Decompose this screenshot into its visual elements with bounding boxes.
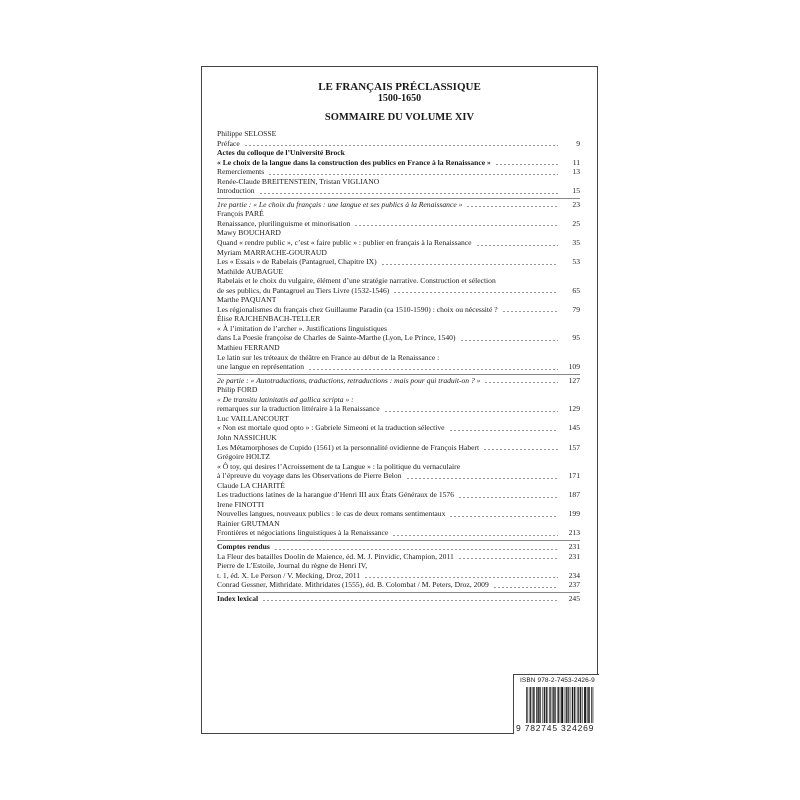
toc-entry-text: Philip FORD (217, 385, 258, 395)
barcode-bar (567, 687, 568, 723)
toc-entry (217, 167, 580, 177)
isbn-label: ISBN 978-2-7453-2426-9 (520, 677, 595, 684)
toc-entry-text: dans La Poesie françoise de Charles de Sainte-Marthe (Lyon, Le Prince, 1540) (217, 333, 456, 343)
dot-leader (244, 145, 558, 146)
dot-leader (493, 587, 558, 588)
barcode-bar (542, 687, 543, 723)
barcode-bar (558, 687, 559, 723)
barcode-bar (527, 687, 528, 723)
barcode-bar (549, 687, 550, 723)
toc-entry (217, 362, 580, 372)
toc-entry (217, 343, 580, 353)
toc-entry (217, 353, 580, 363)
toc-entry-text: Myriam MARRACHE-GOURAUD (217, 247, 327, 257)
toc-entry-text: Les régionalismes du français chez Guillaume Paradin (ca 1510-1590) : choix ou nécessité ? (217, 304, 498, 314)
toc-entry-text: Renaissance, plurilinguisme et minorisation (217, 218, 351, 228)
barcode-area (513, 674, 599, 734)
toc-entry (217, 139, 580, 149)
toc-entry-text: John NASSICHUK (217, 432, 277, 442)
dot-leader (392, 535, 558, 536)
toc-entry-text: Nouvelles langues, nouveaux publics : le cas de deux romans sentimentaux (217, 509, 446, 519)
toc-entry (217, 528, 580, 538)
toc-entry-text: « Le choix de la langue dans la construction des publics en France à la Renaissance » (217, 157, 491, 167)
toc-page-number: 231 (568, 551, 580, 561)
barcode-bar (562, 687, 563, 723)
barcode-bar (561, 687, 562, 723)
toc-entry (217, 509, 580, 519)
dot-leader (308, 369, 558, 370)
journal-years: 1500-1650 (377, 93, 422, 104)
toc-entry-text: « Ô toy, qui desires l’Acroissement de ta Langue » : la politique du vernaculaire (217, 461, 461, 471)
barcode-bar (539, 687, 540, 723)
toc-entry-text: t. 1, éd. X. Le Person / V. Mecking, Droz, 2011 (217, 570, 361, 580)
barcode-bar (547, 687, 548, 723)
toc-page-number: 213 (568, 528, 580, 538)
barcode-bar (593, 687, 594, 723)
dot-leader (384, 411, 558, 412)
toc-entry-text: Élise RAJCHENBACH-TELLER (217, 314, 321, 324)
dot-leader (449, 430, 558, 431)
toc-entry-text: Frontières et négociations linguistiques à la Renaissance (217, 528, 389, 538)
table-of-contents (217, 129, 580, 603)
barcode-bar (577, 687, 578, 723)
toc-entry-text: Les Métamorphoses de Cupido (1561) et la personnalité ovidienne de François Habert (217, 442, 480, 452)
dot-leader (502, 311, 558, 312)
toc-page-number: 145 (568, 423, 580, 433)
barcode-bar (591, 687, 592, 723)
toc-page-number: 187 (568, 490, 580, 500)
barcode-bar (589, 687, 590, 723)
toc-entry (217, 148, 580, 158)
barcode-bar (546, 687, 547, 723)
toc-entry-text: Le latin sur les tréteaux de théâtre en France au début de la Renaissance : (217, 352, 440, 362)
toc-entry (217, 286, 580, 296)
toc-entry-text: Mawy BOUCHARD (217, 228, 281, 238)
barcode-bar (574, 687, 575, 723)
toc-entry (217, 200, 580, 210)
barcode-bar (582, 687, 583, 723)
toc-entry-text: La Fleur des batailles Doolin de Maience, éd. M. J. Pinvidic, Champion, 2011 (217, 551, 454, 561)
barcode-bar (530, 687, 531, 723)
barcode-icon (526, 687, 594, 723)
toc-entry-text: Remerciements (217, 167, 265, 177)
toc-entry (217, 490, 580, 500)
toc-entry (217, 267, 580, 277)
dot-leader (458, 558, 558, 559)
barcode-bar (585, 687, 586, 723)
barcode-bar (552, 687, 553, 723)
toc-entry (217, 158, 580, 168)
toc-page-number: 237 (568, 580, 580, 590)
toc-entry (217, 209, 580, 219)
dot-leader (393, 292, 558, 293)
dot-leader (259, 193, 558, 194)
toc-entry-text: François PARÉ (217, 209, 264, 219)
dot-leader (483, 449, 558, 450)
toc-entry (217, 452, 580, 462)
barcode-bar (540, 687, 541, 723)
toc-entry-text: Pierre de L’Estoile, Journal du règne de Henri IV, (217, 561, 368, 571)
toc-entry-text: remarques sur la traduction littéraire à la Renaissance (217, 404, 380, 414)
barcode-bar (573, 687, 574, 723)
toc-page-number: 53 (572, 257, 580, 267)
barcode-bar (545, 687, 546, 723)
toc-page-number: 79 (572, 304, 580, 314)
barcode-bar (580, 687, 581, 723)
toc-entry (217, 471, 580, 481)
toc-entry-text: Rabelais et le choix du vulgaire, élément d’une stratégie narrative. Construction et sélection (217, 276, 496, 286)
dot-leader (354, 225, 558, 226)
toc-entry (217, 219, 580, 229)
cover-header (202, 81, 597, 124)
toc-entry-text: 1re partie : « Le choix du français : une langue et ses publics à la Renaissance » (217, 199, 463, 209)
toc-entry (217, 276, 580, 286)
barcode-bar (534, 687, 535, 723)
toc-entry-text: Mathieu FERRAND (217, 343, 280, 353)
toc-page-number: 95 (572, 333, 580, 343)
toc-entry (217, 443, 580, 453)
toc-entry-text: Claude LA CHARITÉ (217, 480, 285, 490)
barcode-bar (533, 687, 534, 723)
toc-entry-text: Philippe SELOSSE (217, 129, 277, 138)
barcode-bar (570, 687, 571, 723)
toc-page-number: 11 (572, 157, 580, 167)
toc-entry-text: Les « Essais » de Rabelais (Pantagruel, Chapitre IX) (217, 257, 377, 267)
dot-leader (484, 382, 558, 383)
dot-leader (458, 497, 558, 498)
toc-entry (217, 314, 580, 324)
toc-entry (217, 228, 580, 238)
barcode-bar (578, 687, 579, 723)
toc-entry-text: Irene FINOTTI (217, 499, 265, 509)
toc-entry (217, 414, 580, 424)
toc-entry-text: Marthe PAQUANT (217, 295, 277, 305)
toc-entry (217, 423, 580, 433)
barcode-bar (550, 687, 551, 723)
contents-heading: SOMMAIRE DU VOLUME XIV (324, 112, 475, 123)
barcode-bar (532, 687, 533, 723)
barcode-bar (530, 687, 531, 723)
toc-page-number: 245 (568, 593, 580, 603)
barcode-number: 9 782745 324269 (516, 723, 595, 733)
toc-entry-text: Actes du colloque de l’Université Brock (217, 148, 345, 158)
toc-entry-text: Préface (217, 138, 240, 148)
toc-entry-text: Renée-Claude BREITENSTEIN, Tristan VIGLIANO (217, 176, 380, 186)
toc-page-number: 127 (568, 375, 580, 385)
barcode-bar (557, 687, 558, 723)
dot-leader (262, 600, 558, 601)
toc-entry (217, 561, 580, 571)
dot-leader (466, 206, 558, 207)
toc-entry (217, 295, 580, 305)
toc-entry (217, 324, 580, 334)
toc-entry-text: « De transitu latinitatis ad gallica scripta » : (217, 394, 354, 404)
toc-entry (217, 305, 580, 315)
dot-leader (268, 174, 558, 175)
dot-leader (406, 478, 558, 479)
barcode-bar (537, 687, 538, 723)
dot-leader (364, 577, 558, 578)
toc-entry (217, 257, 580, 267)
barcode-bar (588, 687, 589, 723)
toc-entry (217, 186, 580, 196)
toc-entry-text: Luc VAILLANCOURT (217, 413, 289, 423)
dot-leader (460, 340, 558, 341)
toc-entry (217, 395, 580, 405)
toc-entry-text: à l’épreuve du voyage dans les Observations de Pierre Belon (217, 471, 402, 481)
toc-entry (217, 594, 580, 604)
toc-entry-text: Grégoire HOLTZ (217, 452, 271, 462)
toc-entry (217, 385, 580, 395)
toc-entry (217, 238, 580, 248)
barcode-bar (554, 687, 555, 723)
toc-entry (217, 519, 580, 529)
toc-entry-text: Index lexical (217, 593, 259, 603)
toc-page-number: 109 (568, 362, 580, 372)
toc-entry (217, 481, 580, 491)
toc-page-number: 13 (572, 167, 580, 177)
toc-page-number: 129 (568, 404, 580, 414)
dot-leader (449, 516, 558, 517)
dot-leader (476, 245, 558, 246)
toc-page-number: 234 (568, 570, 580, 580)
toc-entry (217, 333, 580, 343)
toc-page-number: 231 (568, 541, 580, 551)
toc-entry (217, 542, 580, 552)
toc-entry (217, 500, 580, 510)
toc-entry (217, 248, 580, 258)
toc-page-number: 171 (568, 471, 580, 481)
barcode-bar (575, 687, 576, 723)
toc-entry-text: Comptes rendus (217, 541, 270, 551)
toc-entry-text: Les traductions latines de la harangue d’Henri III aux États Généraux de 1576 (217, 490, 455, 500)
barcode-bar (565, 687, 566, 723)
toc-entry (217, 580, 580, 590)
toc-entry (217, 177, 580, 187)
barcode-bar (580, 687, 581, 723)
dot-leader (495, 164, 558, 165)
toc-entry (217, 433, 580, 443)
barcode-bar (584, 687, 585, 723)
barcode-bar (585, 687, 586, 723)
barcode-bar (568, 687, 569, 723)
barcode-bar (544, 687, 545, 723)
toc-page-number: 25 (572, 218, 580, 228)
toc-entry-text: une langue en représentation (217, 362, 305, 372)
toc-page-number: 199 (568, 509, 580, 519)
barcode-bar (526, 687, 527, 723)
toc-entry-text: Introduction (217, 186, 255, 196)
toc-entry (217, 571, 580, 581)
barcode-bar (560, 687, 561, 723)
toc-page-number: 9 (576, 138, 580, 148)
toc-entry-text: Quand « rendre public », c’est « faire public » : publier en français à la Renaissance (217, 238, 472, 248)
barcode-bar (566, 687, 567, 723)
barcode-bar (563, 687, 564, 723)
toc-entry (217, 404, 580, 414)
barcode-bar (536, 687, 537, 723)
barcode-bar (555, 687, 556, 723)
dot-leader (381, 264, 558, 265)
toc-entry (217, 552, 580, 562)
toc-entry-text: Conrad Gessner, Mithridate. Mithridates (1555), éd. B. Colombat / M. Peters, Droz, 2009 (217, 580, 489, 590)
toc-entry-text: Rainier GRUTMAN (217, 518, 280, 528)
barcode-bar (572, 687, 573, 723)
toc-entry (217, 376, 580, 386)
toc-entry-text: « À l’imitation de l’archer ». Justifications linguistiques (217, 323, 387, 333)
barcode-bar (538, 687, 539, 723)
toc-page-number: 23 (572, 199, 580, 209)
barcode-bar (587, 687, 588, 723)
toc-entry (217, 462, 580, 472)
toc-entry-text: Mathilde AUBAGUE (217, 266, 284, 276)
barcode-bar (553, 687, 554, 723)
toc-page-number: 15 (572, 186, 580, 196)
toc-page-number: 65 (572, 285, 580, 295)
toc-entry-text: de ses publics, du Pantagruel au Tiers Livre (1532-1546) (217, 285, 390, 295)
toc-entry (217, 129, 580, 139)
toc-page-number: 157 (568, 442, 580, 452)
dot-leader (274, 549, 558, 550)
toc-entry-text: « Non est mortale quod opto » : Gabriele Simeoni et la traduction sélective (217, 423, 445, 433)
toc-entry-text: 2e partie : « Autotraductions, traductions, retraductions : mais pour qui traduit-on ? » (217, 375, 481, 385)
toc-page-number: 35 (572, 238, 580, 248)
journal-title: LE FRANÇAIS PRÉCLASSIQUE (318, 81, 481, 93)
book-back-cover (201, 66, 598, 734)
